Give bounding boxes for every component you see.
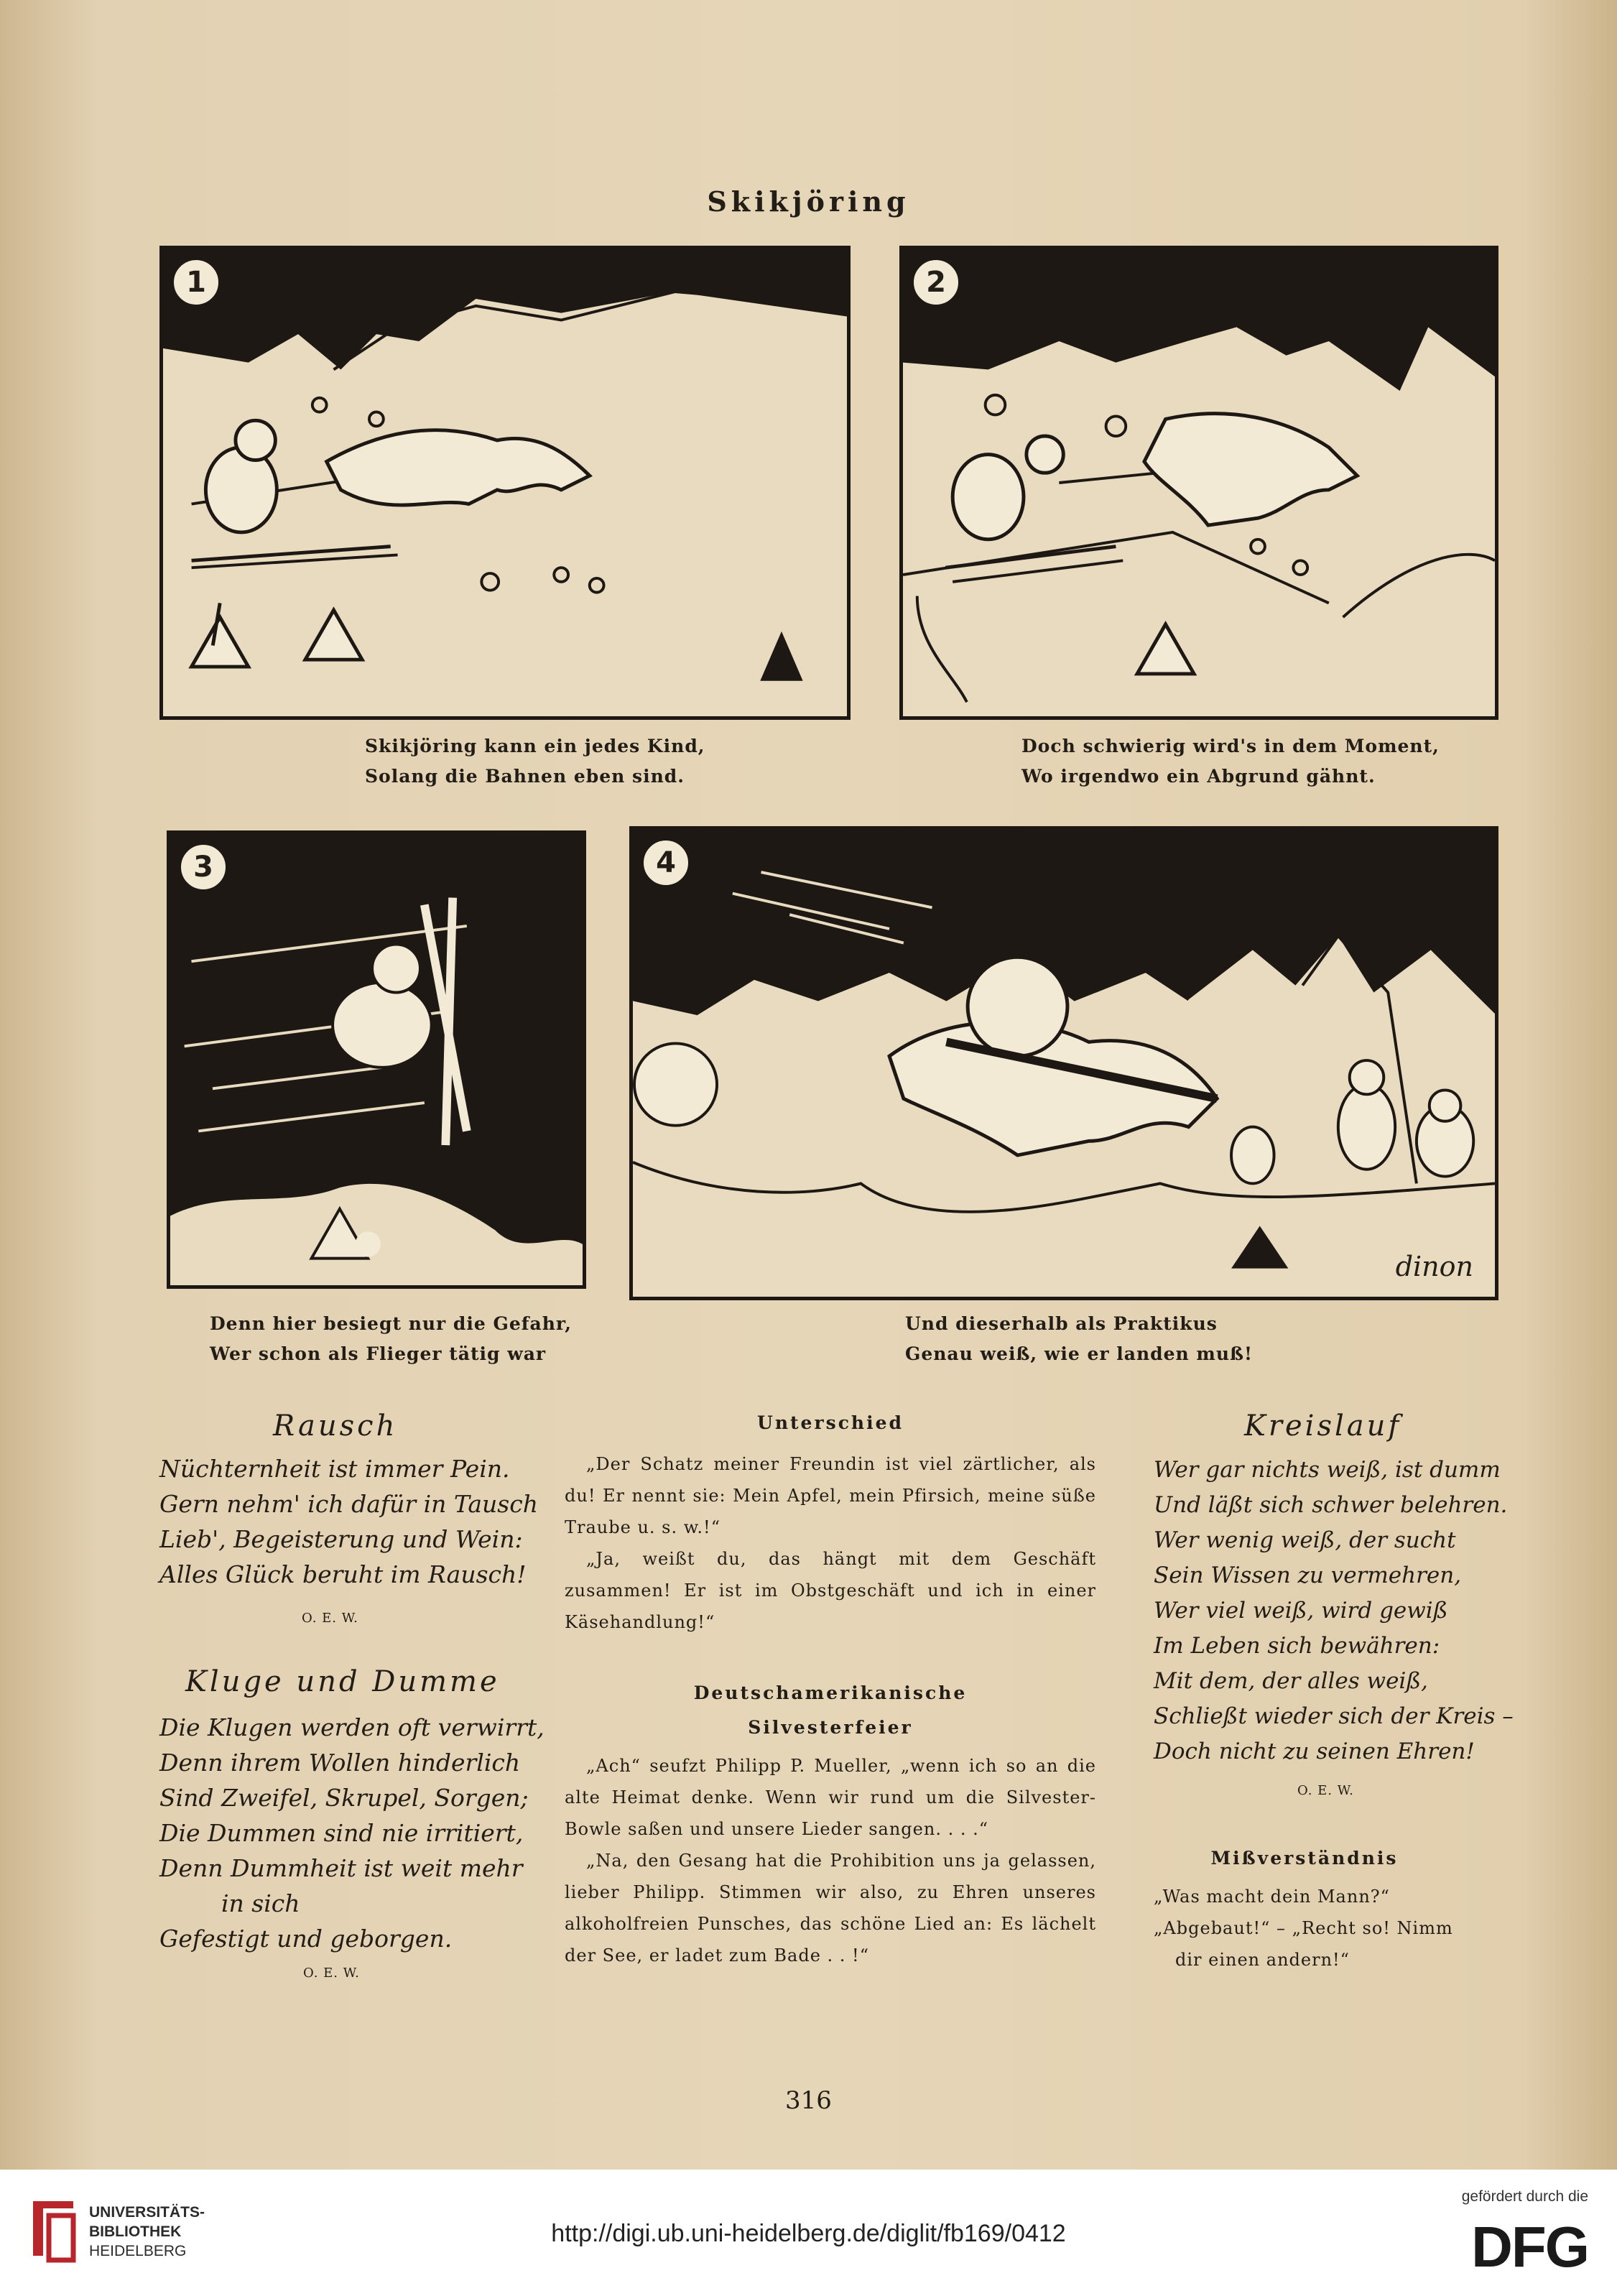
section-title: Deutschamerikanische [693, 1682, 968, 1703]
section-body [565, 1448, 1096, 1638]
page-title: Skikjöring [707, 185, 910, 218]
poem-line: Gern nehm' ich dafür in Tausch [159, 1490, 538, 1518]
poem-line: Denn ihrem Wollen hinderlich [159, 1749, 521, 1777]
panel-2-illustration [903, 249, 1495, 716]
caption-line: Doch schwierig wird's in dem Moment, [1021, 736, 1440, 756]
poem-title: Rausch [273, 1409, 398, 1443]
paragraph: „Na, den Gesang hat die Prohibition uns ja gelassen, lieber Philipp. Stimmen wir also, zu Ehren unseres alkoholfreien Punsches, das schöne Lied an: Es lächelt der See, er ladet zum Bade . . !“ [565, 1851, 1096, 1966]
poem-body [1154, 1453, 1514, 1769]
poem-body [159, 1710, 545, 1956]
section-body [1154, 1881, 1453, 1976]
comic-panel-3 [167, 830, 586, 1289]
caption-line: Wer schon als Flieger tätig war [210, 1343, 547, 1364]
poem-body [159, 1451, 538, 1592]
section-subtitle: Silvesterfeier [748, 1717, 913, 1738]
poem-title: Kluge und Dumme [185, 1665, 500, 1698]
paragraph: „Der Schatz meiner Freundin ist viel zärtlicher, als du! Er nennt sie: Mein Apfel, mein Pfirsich, meine süße Traube u. s. w.!“ [565, 1454, 1096, 1537]
section-title: Unterschied [757, 1412, 904, 1433]
poem-line: Die Klugen werden oft verwirrt, [159, 1713, 545, 1741]
poem-line: in sich [221, 1889, 300, 1917]
caption-line: Wo irgendwo ein Abgrund gähnt. [1021, 766, 1376, 787]
poem-line: Doch nicht zu seinen Ehren! [1154, 1739, 1475, 1764]
page-number: 316 [785, 2086, 832, 2115]
dialogue-line: „Abgebaut!“ – „Recht so! Nimm [1154, 1918, 1453, 1938]
caption-line: Solang die Bahnen eben sind. [365, 766, 685, 787]
comic-panel-1 [159, 246, 851, 720]
comic-panel-4 [629, 826, 1498, 1300]
poem-line: Gefestigt und geborgen. [159, 1925, 453, 1953]
panel-4-illustration [633, 830, 1495, 1297]
footer-bar [0, 2170, 1617, 2296]
panel-3-caption [210, 1309, 572, 1369]
library-name-line: HEIDELBERG [89, 2243, 187, 2259]
poem-line: Denn Dummheit ist weit mehr [159, 1854, 523, 1882]
poem-line: Alles Glück beruht im Rausch! [159, 1560, 527, 1588]
panel-number-badge: 2 [910, 256, 962, 308]
paragraph: „Ja, weißt du, das hängt mit dem Geschäft zusammen! Er ist im Obstgeschäft und ich in einer Käsehandlung!“ [565, 1549, 1096, 1632]
source-url-link[interactable]: http://digi.ub.uni-heidelberg.de/diglit/fb169/0412 [551, 2220, 1066, 2247]
poem-line: Sind Zweifel, Skrupel, Sorgen; [159, 1784, 529, 1812]
funding-label: gefördert durch die [1461, 2188, 1588, 2205]
poem-line: Schließt wieder sich der Kreis – [1154, 1703, 1514, 1729]
poem-line: Nüchternheit ist immer Pein. [159, 1455, 510, 1483]
poem-signature: O. E. W. [1297, 1783, 1354, 1798]
poem-signature: O. E. W. [302, 1611, 358, 1626]
poem-line: Lieb', Begeisterung und Wein: [159, 1525, 523, 1553]
caption-line: Und dieserhalb als Praktikus [905, 1313, 1218, 1334]
caption-line: Skikjöring kann ein jedes Kind, [365, 736, 705, 756]
dfg-logo: DFG [1471, 2215, 1588, 2279]
panel-1-caption [365, 731, 705, 792]
dialogue-line: „Was macht dein Mann?“ [1154, 1887, 1390, 1907]
panel-1-illustration [163, 249, 847, 716]
panel-number-badge: 4 [640, 837, 692, 889]
panel-2-caption [1021, 731, 1440, 792]
poem-line: Im Leben sich bewähren: [1154, 1633, 1440, 1659]
poem-signature: O. E. W. [303, 1966, 360, 1981]
poem-line: Und läßt sich schwer belehren. [1154, 1492, 1508, 1518]
panel-number-badge: 3 [177, 841, 229, 893]
poem-line: Wer wenig weiß, der sucht [1154, 1527, 1456, 1553]
poem-line: Sein Wissen zu vermehren, [1154, 1563, 1462, 1588]
poem-line: Wer gar nichts weiß, ist dumm [1154, 1457, 1501, 1483]
library-name-line: BIBLIOTHEK [89, 2223, 182, 2240]
paragraph: „Ach“ seufzt Philipp P. Mueller, „wenn ich so an die alte Heimat denke. Wenn wir rund um die Silvester-Bowle saßen und unsere Lieder sangen. . . .“ [565, 1756, 1096, 1839]
section-title: Mißverständnis [1210, 1848, 1399, 1869]
dialogue-line: dir einen andern!“ [1175, 1950, 1350, 1970]
panel-3-illustration [170, 834, 583, 1285]
library-name-line: UNIVERSITÄTS- [89, 2204, 205, 2221]
caption-line: Denn hier besiegt nur die Gefahr, [210, 1313, 572, 1334]
artist-signature: dinon [1395, 1251, 1473, 1282]
poem-title: Kreislauf [1244, 1409, 1402, 1443]
panel-number-badge: 1 [170, 256, 222, 308]
caption-line: Genau weiß, wie er landen muß! [905, 1343, 1253, 1364]
section-body [565, 1750, 1096, 1971]
poem-line: Mit dem, der alles weiß, [1154, 1668, 1428, 1694]
poem-line: Die Dummen sind nie irritiert, [159, 1819, 524, 1847]
comic-panel-2 [899, 246, 1498, 720]
panel-4-caption [905, 1309, 1253, 1369]
poem-line: Wer viel weiß, wird gewiß [1154, 1598, 1448, 1624]
